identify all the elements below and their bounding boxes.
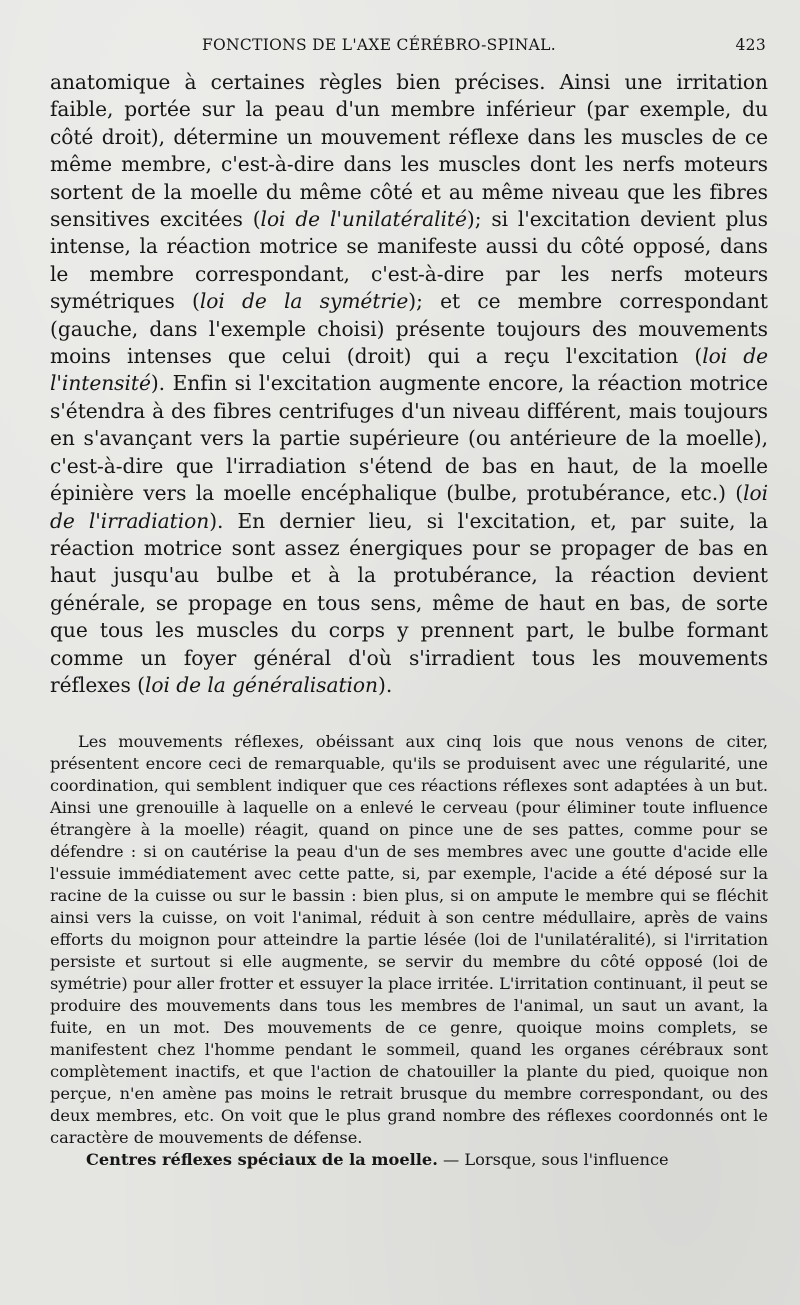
text-run: anatomique à certaines règles bien précises. Ainsi une irritation faible, portée sur la peau d'un membre inférieur (par exemple, du côté droit), détermine un mouvement réflexe dans les muscles de ce même membre, c'est-à-dire dans les muscles dont les nerfs moteurs sortent de la moelle du même côté et au même niveau que les fibres sensitives excitées ( [50, 70, 768, 232]
law-symmetry: loi de la symétrie [199, 289, 409, 314]
text-run: ). [378, 672, 393, 697]
body-text [50, 69, 768, 1171]
law-irradiation: loi de l'irradiation [50, 481, 768, 533]
section-heading: Centres réflexes spéciaux de la moelle. [86, 1150, 438, 1170]
text-run: ); et ce membre correspondant (gauche, dans l'exemple choisi) présente toujours des mouvements moins intenses que celui (droit) qui a reçu l'excitation ( [50, 289, 768, 369]
running-title: FONCTIONS DE L'AXE CÉRÉBRO-SPINAL. [202, 36, 556, 54]
text-run: ). En dernier lieu, si l'excitation, et, par suite, la réaction motrice sont assez énergiques pour se propager de bas en haut jusqu'au bulbe et à la protubérance, la réaction devient générale, se propage en tous sens, même de haut en bas, de sorte que tous les muscles du corps y prennent part, le bulbe formant comme un foyer général d'où s'irradient tous les mouvements réflexes ( [50, 508, 768, 697]
law-generalization: loi de la généralisation [144, 672, 378, 697]
section-paragraph [50, 1149, 768, 1171]
law-intensity: loi de l'intensité [50, 344, 768, 396]
text-run: ). Enfin si l'excitation augmente encore, la réaction motrice s'étendra à des fibres centrifuges d'un niveau différent, mais toujours en s'avançant vers la partie supérieure (ou antérieure de la moelle), c'est-à-dire que l'irradiation s'étend de bas en haut, de la moelle épinière vers la moelle encéphalique (bulbe, protubérance, etc.) ( [50, 371, 768, 506]
law-unilaterality: loi de l'unilatéralité [260, 207, 467, 232]
running-head [52, 36, 766, 62]
section-text: — Lorsque, sous l'influence [437, 1150, 669, 1170]
text-run: ); si l'excitation devient plus intense, la réaction motrice se manifeste aussi du côté opposé, dans le membre correspondant, c'est-à-dire par les nerfs moteurs symétriques ( [50, 207, 768, 314]
small-print-paragraph: Les mouvements réflexes, obéissant aux cinq lois que nous venons de citer, présentent encore ceci de remarquable, qu'ils se produisent avec une régularité, une coordination, qui semblent indiquer que ces réactions réflexes sont adaptées à un but. Ainsi une grenouille à laquelle on a enlevé le cerveau (pour éliminer toute influence étrangère à la moelle) réagit, quand on pince une de ses pattes, comme pour se défendre : si on cautérise la peau d'un de ses membres avec une goutte d'acide elle l'essuie immédiatement avec cette patte, si, par exemple, l'acide a été déposé sur la racine de la cuisse ou sur le bassin : bien plus, si on ampute le membre qui se fléchit ainsi vers la cuisse, on voit l'animal, réduit à son centre médullaire, après de vains efforts du moignon pour atteindre la partie lésée (loi de l'unilatéralité), si l'irritation persiste et surtout si elle augmente, se servir du membre du côté opposé (loi de symétrie) pour aller frotter et essuyer la place irritée. L'irritation continuant, il peut se produire des mouvements dans tous les membres de l'animal, un saut un avant, la fuite, en un mot. Des mouvements de ce genre, quoique moins complets, se manifestent chez l'homme pendant le sommeil, quand les organes cérébraux sont complètement inactifs, et que l'action de chatouiller la plante du pied, quoique non perçue, n'en amène pas moins le retrait brusque du membre correspondant, ou des deux membres, etc. On voit que le plus grand nombre des réflexes coordonnés ont le caractère de mouvements de défense. [50, 732, 768, 1148]
page-number: 423 [735, 36, 766, 54]
main-paragraph [50, 69, 768, 699]
